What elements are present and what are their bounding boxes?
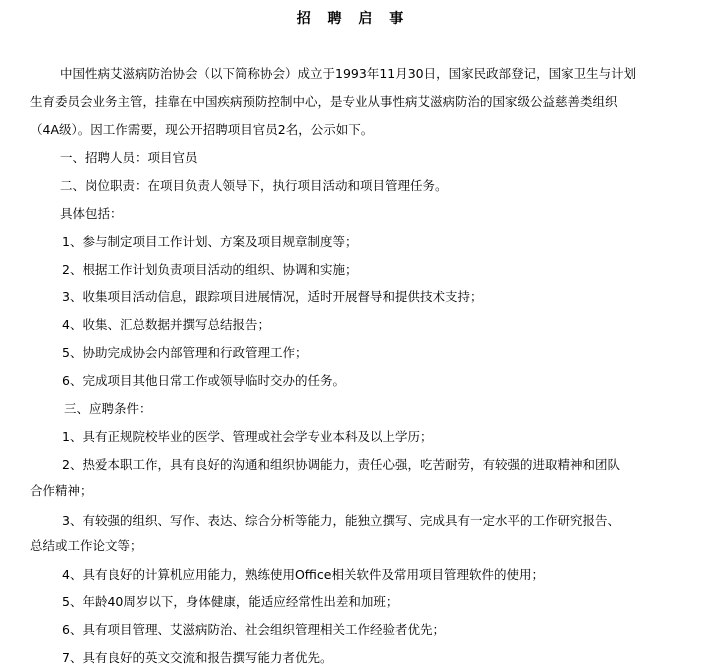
section-heading-duties: 二、岗位职责：在项目负责人领导下，执行项目活动和项目管理任务。	[60, 178, 448, 193]
requirement-item: 7、具有良好的英文交流和报告撰写能力者优先。	[62, 650, 333, 665]
duty-item: 5、协助完成协会内部管理和行政管理工作；	[62, 345, 308, 360]
requirement-item: 5、年龄40周岁以下，身体健康，能适应经常性出差和加班；	[62, 594, 399, 609]
duty-item: 4、收集、汇总数据并撰写总结报告；	[62, 317, 270, 332]
intro-line-2: 生育委员会业务主管，挂靠在中国疾病预防控制中心，是专业从事性病艾滋病防治的国家级公益慈善类组织	[30, 94, 618, 109]
details-heading: 具体包括：	[60, 206, 123, 221]
requirement-item-continuation: 总结或工作论文等；	[30, 538, 143, 553]
requirement-item-continuation: 合作精神；	[30, 483, 93, 498]
duty-item: 1、参与制定项目工作计划、方案及项目规章制度等；	[62, 234, 358, 249]
requirement-item: 2、热爱本职工作，具有良好的沟通和组织协调能力，责任心强，吃苦耐劳，有较强的进取精神和团队	[62, 457, 620, 472]
requirement-item: 4、具有良好的计算机应用能力，熟练使用Office相关软件及常用项目管理软件的使用；	[62, 567, 544, 582]
requirement-item: 1、具有正规院校毕业的医学、管理或社会学专业本科及以上学历；	[62, 429, 433, 444]
section-heading-positions: 一、招聘人员：项目官员	[60, 150, 198, 165]
duty-item: 2、根据工作计划负责项目活动的组织、协调和实施；	[62, 262, 358, 277]
duty-item: 6、完成项目其他日常工作或领导临时交办的任务。	[62, 373, 345, 388]
section-heading-requirements: 三、应聘条件：	[64, 401, 152, 416]
requirement-item: 3、有较强的组织、写作、表达、综合分析等能力，能独立撰写、完成具有一定水平的工作研究报告、	[62, 513, 620, 528]
intro-line-3: （4A级）。因工作需要，现公开招聘项目官员2名，公示如下。	[30, 122, 374, 137]
duty-item: 3、收集项目活动信息，跟踪项目进展情况，适时开展督导和提供技术支持；	[62, 289, 483, 304]
intro-line-1: 中国性病艾滋病防治协会（以下简称协会）成立于1993年11月30日，国家民政部登记，国家卫生与计划	[60, 66, 637, 81]
document-title: 招 聘 启 事	[296, 11, 410, 27]
requirement-item: 6、具有项目管理、艾滋病防治、社会组织管理相关工作经验者优先；	[62, 622, 445, 637]
